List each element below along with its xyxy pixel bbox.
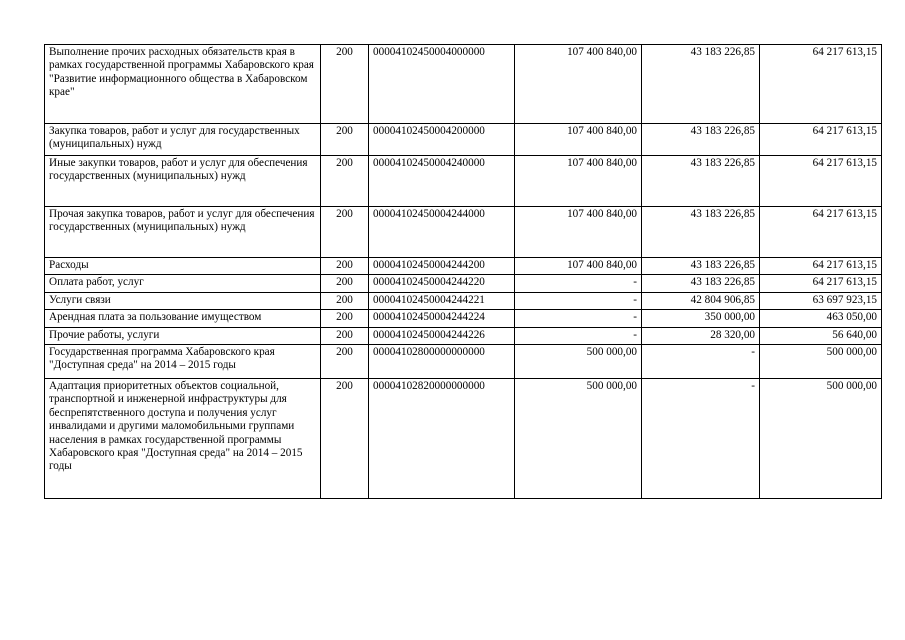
row-executed: 43 183 226,85 <box>642 275 760 292</box>
row-remaining: 64 217 613,15 <box>760 156 882 207</box>
row-code: 200 <box>321 379 369 499</box>
row-kbk: 00004102800000000000 <box>369 345 515 379</box>
row-kbk: 00004102820000000000 <box>369 379 515 499</box>
table-row <box>45 124 882 156</box>
row-assigned: - <box>515 292 642 309</box>
row-kbk: 00004102450004000000 <box>369 45 515 124</box>
row-code: 200 <box>321 292 369 309</box>
table-row <box>45 275 882 292</box>
row-name: Иные закупки товаров, работ и услуг для обеспечения государственных (муниципальных) нужд <box>45 156 321 207</box>
row-kbk: 00004102450004244000 <box>369 207 515 258</box>
row-name: Закупка товаров, работ и услуг для государственных (муниципальных) нужд <box>45 124 321 156</box>
row-kbk: 00004102450004244221 <box>369 292 515 309</box>
table-row <box>45 292 882 309</box>
row-assigned: 500 000,00 <box>515 345 642 379</box>
row-remaining: 64 217 613,15 <box>760 207 882 258</box>
row-kbk: 00004102450004240000 <box>369 156 515 207</box>
row-assigned: 107 400 840,00 <box>515 45 642 124</box>
table-row <box>45 156 882 207</box>
row-kbk: 00004102450004244200 <box>369 258 515 275</box>
row-assigned: - <box>515 310 642 327</box>
row-kbk: 00004102450004244220 <box>369 275 515 292</box>
row-code: 200 <box>321 275 369 292</box>
row-remaining: 64 217 613,15 <box>760 124 882 156</box>
row-executed: 43 183 226,85 <box>642 124 760 156</box>
row-code: 200 <box>321 327 369 344</box>
row-kbk: 00004102450004200000 <box>369 124 515 156</box>
row-remaining: 64 217 613,15 <box>760 258 882 275</box>
row-name: Прочая закупка товаров, работ и услуг для обеспечения государственных (муниципальных) нужд <box>45 207 321 258</box>
row-remaining: 500 000,00 <box>760 379 882 499</box>
row-code: 200 <box>321 124 369 156</box>
row-remaining: 500 000,00 <box>760 345 882 379</box>
row-assigned: 107 400 840,00 <box>515 156 642 207</box>
row-executed: 350 000,00 <box>642 310 760 327</box>
row-code: 200 <box>321 310 369 327</box>
table-row <box>45 327 882 344</box>
row-assigned: 107 400 840,00 <box>515 258 642 275</box>
row-assigned: 107 400 840,00 <box>515 124 642 156</box>
table-row <box>45 345 882 379</box>
row-name: Государственная программа Хабаровского края "Доступная среда" на 2014 – 2015 годы <box>45 345 321 379</box>
table-row <box>45 310 882 327</box>
budget-execution-table <box>44 44 882 499</box>
row-code: 200 <box>321 258 369 275</box>
row-executed: - <box>642 345 760 379</box>
row-name: Арендная плата за пользование имуществом <box>45 310 321 327</box>
row-executed: 43 183 226,85 <box>642 156 760 207</box>
row-code: 200 <box>321 345 369 379</box>
row-name: Выполнение прочих расходных обязательств края в рамках государственной программы Хабаровского края "Развитие информационного общества в Хабаровском крае" <box>45 45 321 124</box>
table-row <box>45 258 882 275</box>
row-assigned: 500 000,00 <box>515 379 642 499</box>
row-executed: 28 320,00 <box>642 327 760 344</box>
row-code: 200 <box>321 207 369 258</box>
row-executed: 43 183 226,85 <box>642 258 760 275</box>
row-executed: 43 183 226,85 <box>642 207 760 258</box>
row-name: Расходы <box>45 258 321 275</box>
row-executed: - <box>642 379 760 499</box>
row-assigned: - <box>515 275 642 292</box>
row-name: Прочие работы, услуги <box>45 327 321 344</box>
row-executed: 42 804 906,85 <box>642 292 760 309</box>
table-row <box>45 45 882 124</box>
row-remaining: 463 050,00 <box>760 310 882 327</box>
row-name: Адаптация приоритетных объектов социальной, транспортной и инженерной инфраструктуры для беспрепятственного доступа и получения услуг инвалидами и другими маломобильными группами населения в рамках государственной программы Хабаровского края "Доступная среда" на 2014 – 2015 годы <box>45 379 321 499</box>
row-assigned: - <box>515 327 642 344</box>
row-remaining: 56 640,00 <box>760 327 882 344</box>
row-name: Оплата работ, услуг <box>45 275 321 292</box>
table-row <box>45 207 882 258</box>
row-remaining: 63 697 923,15 <box>760 292 882 309</box>
row-executed: 43 183 226,85 <box>642 45 760 124</box>
table-row <box>45 379 882 499</box>
row-kbk: 00004102450004244224 <box>369 310 515 327</box>
row-code: 200 <box>321 156 369 207</box>
row-name: Услуги связи <box>45 292 321 309</box>
row-code: 200 <box>321 45 369 124</box>
row-assigned: 107 400 840,00 <box>515 207 642 258</box>
row-remaining: 64 217 613,15 <box>760 275 882 292</box>
row-remaining: 64 217 613,15 <box>760 45 882 124</box>
row-kbk: 00004102450004244226 <box>369 327 515 344</box>
